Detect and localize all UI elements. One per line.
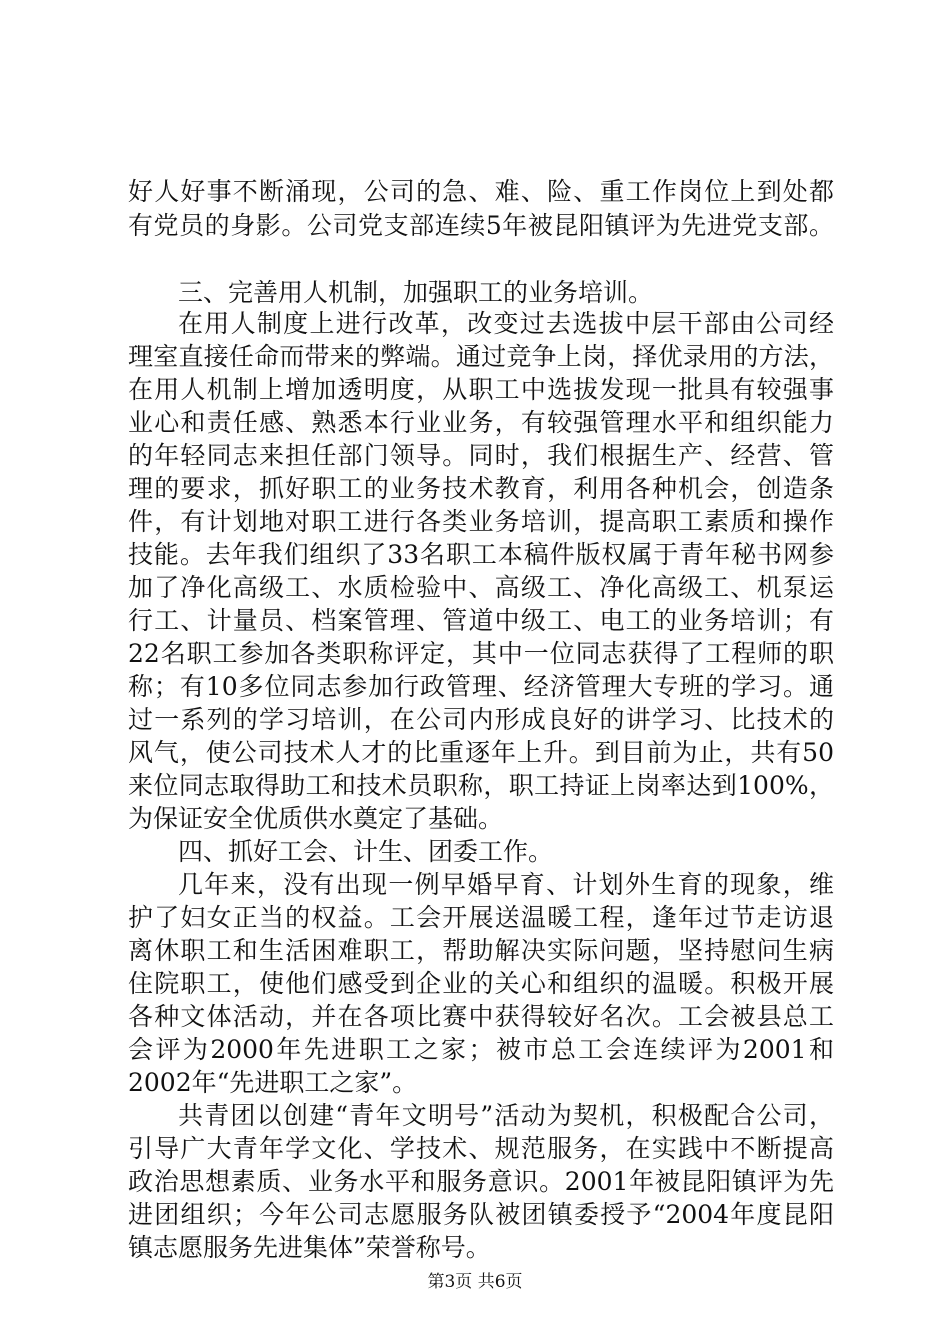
text-line: 的年轻同志来担任部门领导。同时，我们根据生产、经营、管 (128, 441, 834, 470)
text-line: 技能。去年我们组织了33名职工本稿件版权属于青年秘书网参 (128, 540, 834, 569)
text-line: 在用人制度上进行改革，改变过去选拔中层干部由公司经 (178, 309, 834, 338)
text-line: 来位同志取得助工和技术员职称，职工持证上岗率达到100%， (128, 771, 834, 800)
text-line: 好人好事不断涌现，公司的急、难、险、重工作岗位上到处都 (128, 177, 834, 206)
text-line: 各种文体活动，并在各项比赛中获得较好名次。工会被县总工 (128, 1002, 834, 1031)
text-line: 行工、计量员、档案管理、管道中级工、电工的业务培训；有 (128, 606, 834, 635)
text-line: 22名职工参加各类职称评定，其中一位同志获得了工程师的职 (128, 639, 834, 668)
text-line: 加了净化高级工、水质检验中、高级工、净化高级工、机泵运 (128, 573, 834, 602)
text-line: 业心和责任感、熟悉本行业业务，有较强管理水平和组织能力 (128, 408, 834, 437)
text-line: 会评为2000年先进职工之家；被市总工会连续评为2001和 (128, 1035, 834, 1064)
text-line: 在用人机制上增加透明度，从职工中选拔发现一批具有较强事 (128, 375, 834, 404)
text-line: 镇志愿服务先进集体”荣誉称号。 (128, 1233, 491, 1262)
text-line: 几年来，没有出现一例早婚早育、计划外生育的现象，维 (178, 870, 834, 899)
text-line: 住院职工，使他们感受到企业的关心和组织的温暖。积极开展 (128, 969, 834, 998)
text-line: 政治思想素质、业务水平和服务意识。2001年被昆阳镇评为先 (128, 1167, 834, 1196)
text-line: 理的要求，抓好职工的业务技术教育，利用各种机会，创造条 (128, 474, 834, 503)
text-line: 为保证安全优质供水奠定了基础。 (128, 804, 504, 833)
text-line: 理室直接任命而带来的弊端。通过竞争上岗，择优录用的方法， (128, 342, 834, 371)
text-line: 过一系列的学习培训，在公司内形成良好的讲学习、比技术的 (128, 705, 834, 734)
text-line: 称；有10多位同志参加行政管理、经济管理大专班的学习。通 (128, 672, 834, 701)
section-heading: 四、抓好工会、计生、团委工作。 (178, 837, 554, 866)
section-heading: 三、完善用人机制，加强职工的业务培训。 (178, 278, 654, 307)
text-line: 进团组织；今年公司志愿服务队被团镇委授予“2004年度昆阳 (128, 1200, 834, 1229)
text-line: 有党员的身影。公司党支部连续5年被昆阳镇评为先进党支部。 (128, 211, 834, 240)
text-line: 风气，使公司技术人才的比重逐年上升。到目前为止，共有50 (128, 738, 834, 767)
text-line: 护了妇女正当的权益。工会开展送温暖工程，逢年过节走访退 (128, 903, 834, 932)
text-line: 离休职工和生活困难职工，帮助解决实际问题，坚持慰问生病 (128, 936, 834, 965)
page-footer: 第3页 共6页 (427, 1272, 523, 1292)
text-line: 件，有计划地对职工进行各类业务培训，提高职工素质和操作 (128, 507, 834, 536)
text-line: 引导广大青年学文化、学技术、规范服务，在实践中不断提高 (128, 1134, 834, 1163)
text-line: 共青团以创建“青年文明号”活动为契机，积极配合公司， (178, 1101, 834, 1130)
text-line: 2002年“先进职工之家”。 (128, 1068, 418, 1097)
